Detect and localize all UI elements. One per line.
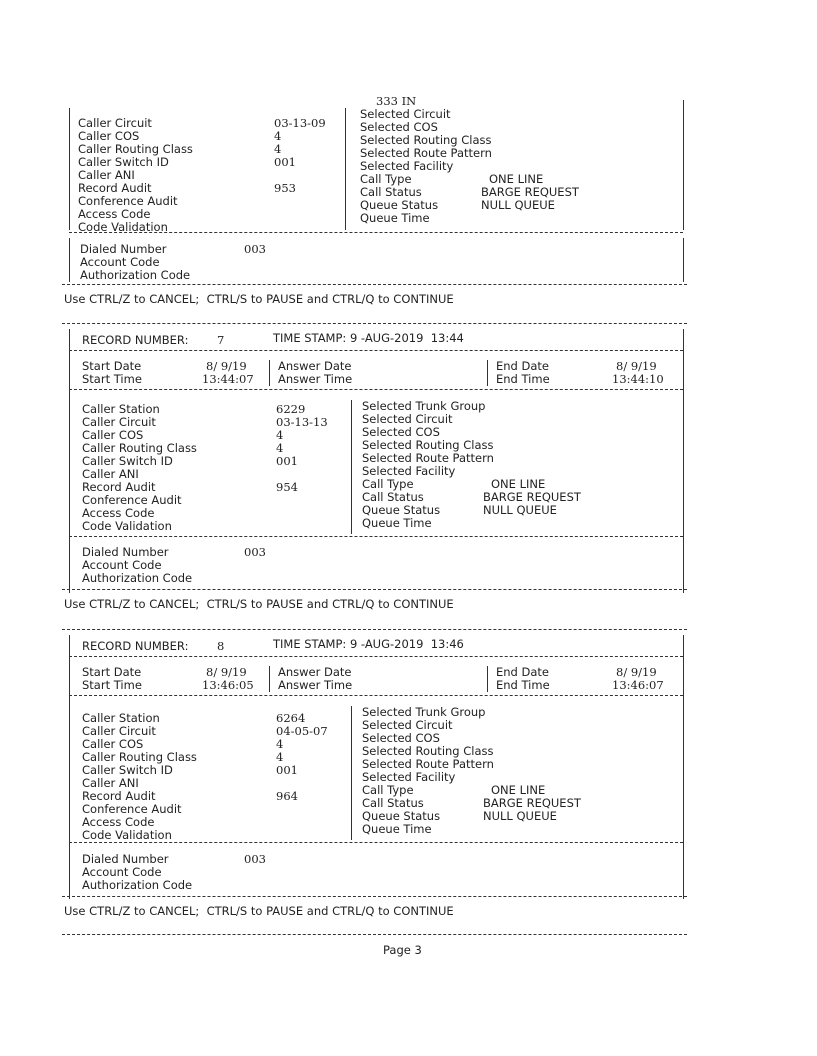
field-value: NULL QUEUE — [483, 503, 557, 517]
record-number-label: RECORD NUMBER: — [82, 333, 189, 347]
field-label: Caller Routing Class — [82, 750, 197, 764]
dialed-number-value: 003 — [244, 852, 266, 866]
end-time-label: End Time — [496, 678, 550, 692]
field-label: Caller Switch ID — [78, 155, 169, 169]
field-label: Selected Route Pattern — [360, 146, 492, 160]
authorization-code-label: Authorization Code — [82, 878, 193, 892]
field-label: Access Code — [82, 815, 155, 829]
end-time: 13:44:10 — [612, 372, 664, 386]
field-label: Queue Status — [362, 503, 441, 517]
field-label: Queue Status — [360, 198, 439, 212]
field-label: Call Type — [362, 477, 414, 491]
field-value: 4 — [276, 441, 284, 455]
dialed-number-value: 003 — [244, 545, 266, 559]
answer-date-label: Answer Date — [278, 665, 352, 679]
field-label: Call Status — [360, 185, 422, 199]
authorization-code-label: Authorization Code — [80, 268, 191, 282]
field-value: BARGE REQUEST — [481, 185, 579, 199]
field-label: Access Code — [82, 506, 155, 520]
field-label: Caller Circuit — [82, 415, 156, 429]
field-label: Caller Station — [82, 402, 160, 416]
field-label: Conference Audit — [78, 194, 178, 208]
footer-instructions: Use CTRL/Z to CANCEL; CTRL/S to PAUSE and CTRL/Q to CONTINUE — [64, 904, 454, 918]
record-number-label: RECORD NUMBER: — [82, 639, 189, 653]
end-time: 13:46:07 — [612, 678, 664, 692]
field-label: Selected Facility — [360, 159, 454, 173]
field-label: Caller ANI — [78, 168, 135, 182]
record-number: 7 — [217, 333, 225, 347]
field-label: Queue Time — [360, 211, 430, 225]
field-value: BARGE REQUEST — [483, 490, 581, 504]
field-label: Call Type — [362, 783, 414, 797]
field-value: 4 — [276, 750, 284, 764]
field-label: Access Code — [78, 207, 151, 221]
field-label: Code Validation — [82, 828, 172, 842]
start-time: 13:44:07 — [202, 372, 254, 386]
start-time-label: Start Time — [82, 678, 142, 692]
footer-instructions: Use CTRL/Z to CANCEL; CTRL/S to PAUSE and CTRL/Q to CONTINUE — [64, 292, 454, 306]
account-code-label: Account Code — [82, 865, 162, 879]
field-value: 04-05-07 — [276, 724, 328, 738]
dialed-number-value: 003 — [244, 242, 266, 256]
field-label: Queue Time — [362, 822, 432, 836]
field-label: Selected COS — [360, 120, 438, 134]
field-label: Call Type — [360, 172, 412, 186]
field-label: Selected Routing Class — [360, 133, 492, 147]
field-value: ONE LINE — [489, 172, 544, 186]
footer-instructions: Use CTRL/Z to CANCEL; CTRL/S to PAUSE and CTRL/Q to CONTINUE — [64, 597, 454, 611]
field-label: Caller Switch ID — [82, 454, 173, 468]
field-label: Record Audit — [82, 480, 156, 494]
field-label: Selected Route Pattern — [362, 451, 494, 465]
start-date-label: Start Date — [82, 359, 142, 373]
end-date-label: End Date — [496, 359, 549, 373]
field-label: Selected Routing Class — [362, 438, 494, 452]
field-label: Caller Switch ID — [82, 763, 173, 777]
field-value: 4 — [274, 142, 282, 156]
start-date: 8/ 9/19 — [206, 665, 247, 679]
dialed-number-label: Dialed Number — [82, 545, 169, 559]
field-label: Selected COS — [362, 731, 440, 745]
field-value: NULL QUEUE — [481, 198, 555, 212]
field-label: Selected Routing Class — [362, 744, 494, 758]
end-date: 8/ 9/19 — [616, 359, 657, 373]
field-value: 953 — [274, 181, 296, 195]
field-label: Selected Route Pattern — [362, 757, 494, 771]
field-label: Call Status — [362, 796, 424, 810]
start-date-label: Start Date — [82, 665, 142, 679]
top-value: 333 IN — [376, 94, 417, 108]
field-label: Call Status — [362, 490, 424, 504]
field-label: Selected Circuit — [362, 718, 453, 732]
field-label: Selected Facility — [362, 464, 456, 478]
start-date: 8/ 9/19 — [206, 359, 247, 373]
field-label: Selected Trunk Group — [362, 705, 486, 719]
field-value: BARGE REQUEST — [483, 796, 581, 810]
field-label: Caller Routing Class — [82, 441, 197, 455]
field-label: Selected Trunk Group — [362, 399, 486, 413]
field-value: 001 — [276, 454, 298, 468]
field-label: Caller COS — [78, 129, 140, 143]
account-code-label: Account Code — [80, 255, 160, 269]
field-label: Caller Circuit — [82, 724, 156, 738]
field-value: 6229 — [276, 402, 306, 416]
field-value: 4 — [274, 129, 282, 143]
authorization-code-label: Authorization Code — [82, 571, 193, 585]
field-label: Record Audit — [82, 789, 156, 803]
field-label: Caller Station — [82, 711, 160, 725]
field-label: Caller Routing Class — [78, 142, 193, 156]
page-number: Page 3 — [383, 943, 422, 957]
end-time-label: End Time — [496, 372, 550, 386]
field-value: 03-13-13 — [276, 415, 328, 429]
answer-date-label: Answer Date — [278, 359, 352, 373]
end-date-label: End Date — [496, 665, 549, 679]
field-value: ONE LINE — [491, 783, 546, 797]
field-value: 6264 — [276, 711, 306, 725]
field-label: Record Audit — [78, 181, 152, 195]
time-stamp: TIME STAMP: 9 -AUG-2019 13:46 — [273, 637, 464, 651]
field-value: 001 — [276, 763, 298, 777]
account-code-label: Account Code — [82, 558, 162, 572]
field-label: Queue Time — [362, 516, 432, 530]
field-value: NULL QUEUE — [483, 809, 557, 823]
field-label: Selected Facility — [362, 770, 456, 784]
field-value: 954 — [276, 480, 298, 494]
field-label: Conference Audit — [82, 493, 182, 507]
field-label: Queue Status — [362, 809, 441, 823]
field-label: Caller COS — [82, 737, 144, 751]
dialed-number-label: Dialed Number — [82, 852, 169, 866]
record-number: 8 — [217, 639, 225, 653]
field-label: Conference Audit — [82, 802, 182, 816]
field-value: 964 — [276, 789, 298, 803]
start-time: 13:46:05 — [202, 678, 254, 692]
field-value: 001 — [274, 155, 296, 169]
field-label: Code Validation — [82, 519, 172, 533]
field-label: Code Validation — [78, 220, 168, 234]
field-value: 03-13-09 — [274, 116, 326, 130]
end-date: 8/ 9/19 — [616, 665, 657, 679]
time-stamp: TIME STAMP: 9 -AUG-2019 13:44 — [273, 331, 464, 345]
field-label: Selected Circuit — [360, 107, 451, 121]
field-label: Selected COS — [362, 425, 440, 439]
field-label: Caller ANI — [82, 467, 139, 481]
field-label: Caller Circuit — [78, 116, 152, 130]
field-value: ONE LINE — [491, 477, 546, 491]
field-value: 4 — [276, 737, 284, 751]
field-label: Selected Circuit — [362, 412, 453, 426]
answer-time-label: Answer Time — [278, 678, 353, 692]
dialed-number-label: Dialed Number — [80, 242, 167, 256]
field-label: Caller ANI — [82, 776, 139, 790]
answer-time-label: Answer Time — [278, 372, 353, 386]
start-time-label: Start Time — [82, 372, 142, 386]
field-label: Caller COS — [82, 428, 144, 442]
field-value: 4 — [276, 428, 284, 442]
